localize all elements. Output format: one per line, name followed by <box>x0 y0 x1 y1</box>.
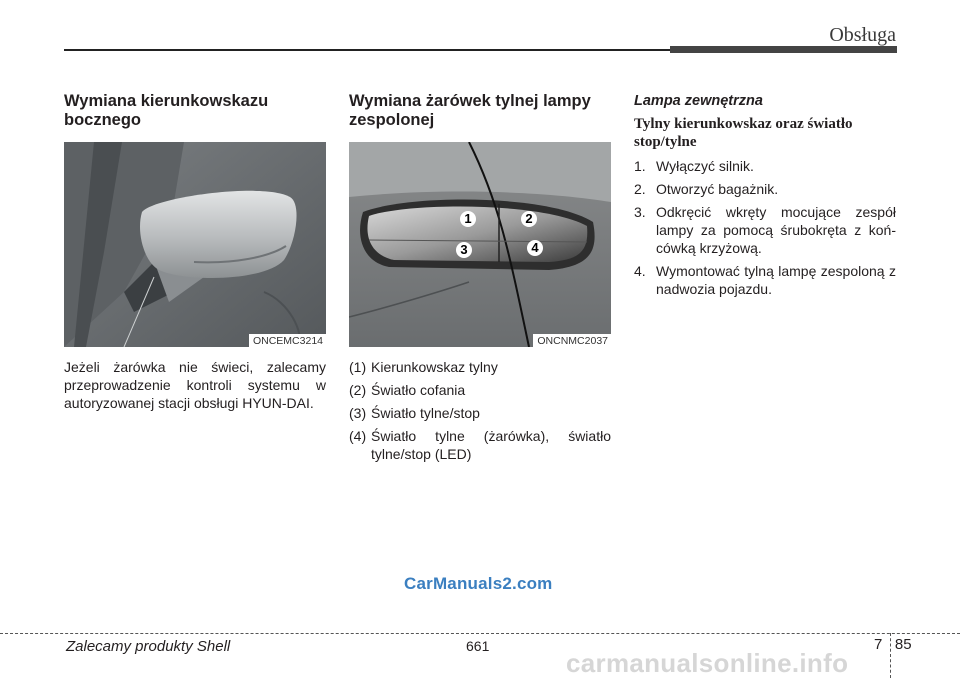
footer-page-number: 661 <box>466 638 490 654</box>
callout-1: 1 <box>460 211 476 227</box>
turn-stop-lamp-title: Tylny kierunkowskaz oraz światło stop/tylne <box>634 116 853 150</box>
list-item: (2) Światło cofania <box>349 382 466 398</box>
page-number: 85 <box>894 636 912 653</box>
step-item: 2. Otworzyć bagażnik. <box>634 181 779 197</box>
header-rule <box>64 49 670 51</box>
column-side-indicator <box>64 92 326 411</box>
image-code: ONCEMC3214 <box>249 334 326 347</box>
rear-lamp-heading: Wymiana żarówek tylnej lampy zespolonej <box>349 92 591 129</box>
step-item: 1. Wyłączyć silnik. <box>634 158 754 174</box>
section-title: Obsługa <box>829 24 896 46</box>
watermark-footer: carmanualsonline.info <box>566 648 849 678</box>
chapter-number: 7 <box>874 636 883 653</box>
column-exterior-lamp <box>634 93 896 303</box>
taillight-photo <box>349 142 611 347</box>
step-item: 4. Wymontować tylną lampę zespoloną z nadwozia pojazdu. <box>634 263 896 297</box>
list-item: (4) Światło tylne (żarówka), światło tylne/stop (LED) <box>349 428 611 462</box>
list-item: (3) Światło tylne/stop <box>349 405 480 421</box>
procedure-steps <box>634 157 896 298</box>
mirror-illustration <box>64 142 326 347</box>
exterior-lamp-subheading: Lampa zewnętrzna <box>634 93 763 109</box>
mirror-photo <box>64 142 326 347</box>
footer-rule <box>0 633 960 634</box>
header-rule-accent <box>670 46 897 53</box>
side-indicator-text: Jeżeli żarówka nie świeci, zalecamy przeprowadzenie kontroli systemu w autoryzowanej stacji obsługi HYUN-DAI. <box>64 359 326 411</box>
step-item: 3. Odkręcić wkręty mocujące zespół lampy za pomocą śrubokręta z koń-cówką krzyżową. <box>634 204 896 256</box>
callout-3: 3 <box>456 242 472 258</box>
column-rear-combination-lamp <box>349 92 611 462</box>
footer-tagline: Zalecamy produkty Shell <box>66 638 231 655</box>
callout-2: 2 <box>521 211 537 227</box>
side-indicator-heading: Wymiana kierunkowskazu bocznego <box>64 92 269 129</box>
taillight-illustration <box>349 142 611 347</box>
callout-4: 4 <box>527 240 543 256</box>
bulb-list <box>349 358 611 468</box>
watermark-link[interactable]: CarManuals2.com <box>404 574 553 593</box>
footer-chapter-page <box>874 636 912 653</box>
image-code: ONCNMC2037 <box>533 334 611 347</box>
list-item: (1) Kierunkowskaz tylny <box>349 359 498 375</box>
